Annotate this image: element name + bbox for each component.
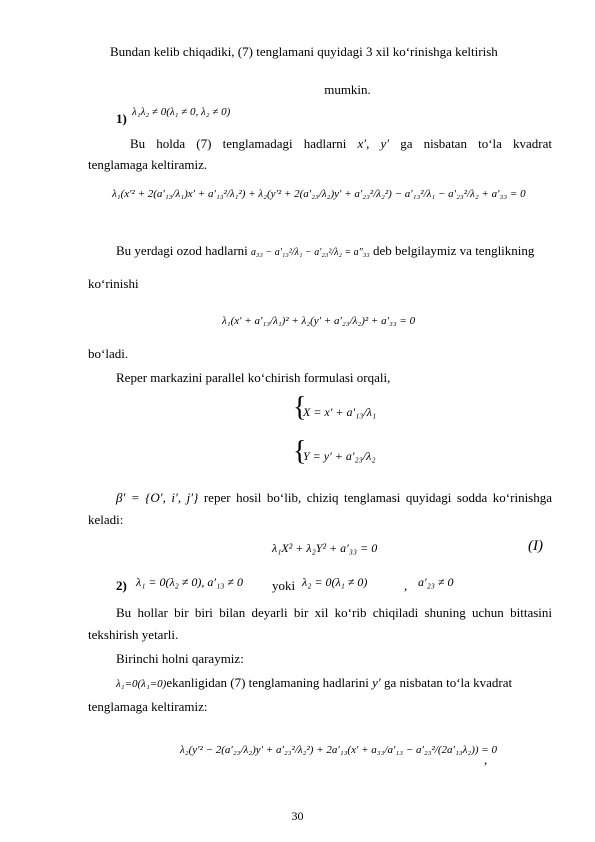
paragraph-1-line-1 [130,136,552,152]
intro-line-2: mumkin. [324,82,371,97]
paragraph-6-line-2: tekshirish yetarli. [88,627,179,642]
page-number: 30 [291,809,304,823]
system-brace-top: { [293,392,307,423]
paragraph-2-line-1 [116,243,534,261]
equation-1 [112,186,526,202]
paragraph-8-text-b: ga nisbatan to‘la kvadrat [384,675,513,690]
equation-4: λ₂(y′² − 2(a′₂₃/λ₂)y′ + a′₂₃²/λ₂²) + 2a′₁₃(x′ + a₃₃/a′₁₃ − a′₂₃²/(2a′₁₃λ₂)) = 0 [180,744,497,756]
case-1-label: 1) [116,111,127,126]
paragraph-8-line-2: tenglamaga keltiramiz: [88,699,208,714]
paragraph-5-formula: β′ = {O′, i′, j′} [116,490,199,505]
paragraph-2-text-b: deb belgilaymiz va tenglikning [373,243,535,258]
system-equation-2: Y = y′ + a′₂₃/λ₂ [303,449,376,463]
paragraph-2-line-2: ko‘rinishi [88,276,139,291]
equation-4-comma: , [484,752,488,767]
paragraph-5-text-a: reper hosil bo‘lib, chiziq tenglamasi quyidagi sodda ko‘rinishga [203,490,553,505]
equation-2 [222,313,415,329]
paragraph-3: bo‘ladi. [88,346,129,361]
paragraph-8-var: y′ [372,675,381,690]
system-brace-bottom: { [293,436,307,467]
case-2-label: 2) [116,578,127,593]
case-2-condition-3: a′₂₃ ≠ 0 [418,575,454,589]
paragraph-2-formula: a₃₃ − a′₁₃²/λ₁ − a′₂₃²/λ₂ = a″₃₃ [251,247,370,258]
paragraph-5-line-2: keladi: [88,512,124,527]
paragraph-8-line-1 [116,675,512,692]
paragraph-8-formula: λ₁=0(λ₁=0) [116,678,167,690]
paragraph-5-line-1 [116,490,552,506]
case-2-yoki: yoki [272,578,296,593]
paragraph-1-line-2: tenglamaga keltiramiz. [88,157,208,172]
equation-2-text: λ₁(x′ + a′₁₃/λ₁)² + λ₂(y′ + a′₂₃/λ₂)² + a′₃₃ = 0 [222,315,416,327]
paragraph-1-text-a: Bu holda (7) tenglamadagi hadlarni [130,136,347,151]
equation-3: λ₁X² + λ₂Y² + a′₃₃ = 0 [272,541,378,555]
case-1-condition [132,104,230,120]
paragraph-7: Birinchi holni qaraymiz: [116,651,244,666]
case-2-comma: , [404,578,408,593]
paragraph-2-text-a: Bu yerdagi ozod hadlarni [116,243,248,258]
paragraph-6-line-1: Bu hollar bir biri bilan deyarli bir xil ko‘rib chiqiladi shuning uchun bittasini [116,605,552,620]
system-equation-1: X = x′ + a′₁₃/λ₁ [303,405,377,419]
paragraph-4: Reper markazini parallel ko‘chirish formulasi orqali, [116,370,391,385]
paragraph-8-text-a: ekanligidan (7) tenglamaning hadlarini [166,675,369,690]
paragraph-1-vars: x′, y′ [357,136,390,151]
paragraph-1-text-b: ga nisbatan to‘la kvadrat [400,136,553,151]
case-2-condition-1: λ₁ = 0(λ₂ ≠ 0), a′₁₃ ≠ 0 [136,575,243,589]
intro-line-1: Bundan kelib chiqadiki, (7) tenglamani quyidagi 3 xil ko‘rinishga keltirish [110,44,498,59]
equation-1-text: λ₁(x′² + 2(a′₁₃/λ₁)x′ + a′₁₃²/λ₁²) + λ₂(y′² + 2(a′₂₃/λ₂)y′ + a′₂₃²/λ₂²) − a′₁₃²/λ₁ − a′₂₃²/λ₂ + a′₃₃ = 0 [112,188,526,200]
case-2-condition-2: λ₂ = 0(λ₁ ≠ 0) [302,575,368,589]
equation-3-tag: (I) [528,538,543,554]
case-1-condition-text: λ₁λ₂ ≠ 0(λ₁ ≠ 0, λ₂ ≠ 0) [132,106,231,118]
